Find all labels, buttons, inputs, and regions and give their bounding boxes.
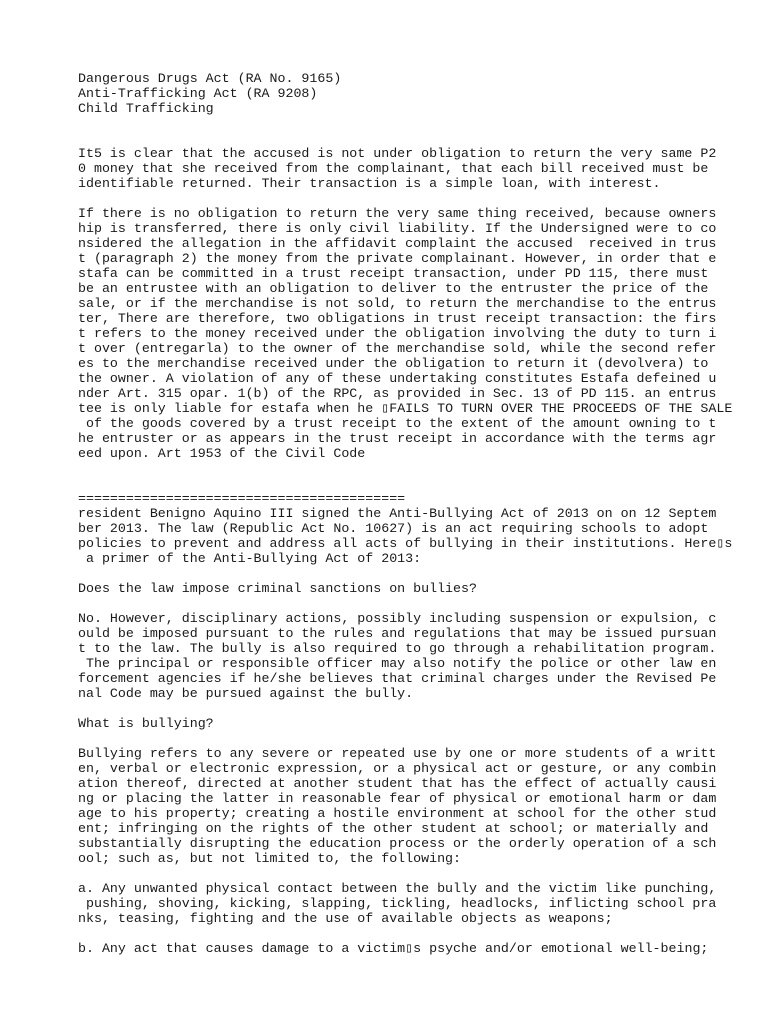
- text-line: b. Any act that causes damage to a victim▯s psyche and/or emotional well-being;: [78, 941, 709, 956]
- text-line: ng or placing the latter in reasonable fear of physical or emotional harm or dam: [78, 791, 717, 806]
- text-line: If there is no obligation to return the very same thing received, because owners: [78, 206, 717, 221]
- text-line: No. However, disciplinary actions, possibly including suspension or expulsion, c: [78, 611, 717, 626]
- text-line: [78, 596, 732, 611]
- text-line: [78, 476, 732, 491]
- text-line: t to the law. The bully is also required to go through a rehabilitation program.: [78, 641, 717, 656]
- text-line: of the goods covered by a trust receipt to the extent of the amount owning to t: [78, 416, 717, 431]
- text-line: [78, 866, 732, 881]
- text-line: be an entrustee with an obligation to deliver to the entruster the price of the: [78, 281, 709, 296]
- text-line: nsidered the allegation in the affidavit complaint the accused received in trus: [78, 236, 717, 251]
- text-line: [78, 731, 732, 746]
- text-line: a. Any unwanted physical contact between the bully and the victim like punching,: [78, 881, 717, 896]
- text-line: ent; infringing on the rights of the other student at school; or materially and: [78, 821, 709, 836]
- text-line: a primer of the Anti-Bullying Act of 2013:: [78, 551, 422, 566]
- text-line: identifiable returned. Their transaction is a simple loan, with interest.: [78, 176, 661, 191]
- text-line: he entruster or as appears in the trust receipt in accordance with the terms agr: [78, 431, 717, 446]
- text-line: sale, or if the merchandise is not sold, to return the merchandise to the entrus: [78, 296, 717, 311]
- text-line: ool; such as, but not limited to, the following:: [78, 851, 462, 866]
- text-line: [78, 116, 732, 131]
- text-line: forcement agencies if he/she believes that criminal charges under the Revised Pe: [78, 671, 717, 686]
- text-line: nks, teasing, fighting and the use of available objects as weapons;: [78, 911, 613, 926]
- text-line: [78, 191, 732, 206]
- text-line: policies to prevent and address all acts of bullying in their institutions. Here▯s: [78, 536, 733, 551]
- text-line: Does the law impose criminal sanctions on bullies?: [78, 581, 477, 596]
- text-line: eed upon. Art 1953 of the Civil Code: [78, 446, 366, 461]
- text-line: [78, 131, 732, 146]
- text-line: pushing, shoving, kicking, slapping, tickling, headlocks, inflicting school pra: [78, 896, 717, 911]
- text-line: nder Art. 315 opar. 1(b) of the RPC, as provided in Sec. 13 of PD 115. an entrus: [78, 386, 717, 401]
- text-line: [78, 701, 732, 716]
- text-line: The principal or responsible officer may also notify the police or other law en: [78, 656, 717, 671]
- text-line: [78, 461, 732, 476]
- text-line: ber 2013. The law (Republic Act No. 10627) is an act requiring schools to adopt: [78, 521, 709, 536]
- text-line: the owner. A violation of any of these undertaking constitutes Estafa defeined u: [78, 371, 717, 386]
- text-line: tee is only liable for estafa when he ▯FAILS TO TURN OVER THE PROCEEDS OF THE SALE: [78, 401, 733, 416]
- document-body: [78, 71, 732, 956]
- text-line: ould be imposed pursuant to the rules and regulations that may be issued pursuan: [78, 626, 717, 641]
- text-line: hip is transferred, there is only civil liability. If the Undersigned were to co: [78, 221, 717, 236]
- text-line: [78, 566, 732, 581]
- text-line: =========================================: [78, 491, 406, 506]
- text-line: nal Code may be pursued against the bully.: [78, 686, 414, 701]
- text-line: Bullying refers to any severe or repeated use by one or more students of a writt: [78, 746, 717, 761]
- text-line: [78, 926, 732, 941]
- text-line: Dangerous Drugs Act (RA No. 9165): [78, 71, 342, 86]
- text-line: en, verbal or electronic expression, or a physical act or gesture, or any combin: [78, 761, 717, 776]
- text-line: stafa can be committed in a trust receipt transaction, under PD 115, there must: [78, 266, 709, 281]
- text-line: ation thereof, directed at another student that has the effect of actually causi: [78, 776, 717, 791]
- text-line: t over (entregarla) to the owner of the merchandise sold, while the second refer: [78, 341, 717, 356]
- text-line: 0 money that she received from the complainant, that each bill received must be: [78, 161, 709, 176]
- text-line: resident Benigno Aquino III signed the Anti-Bullying Act of 2013 on on 12 Septem: [78, 506, 717, 521]
- text-line: ter, There are therefore, two obligations in trust receipt transaction: the firs: [78, 311, 717, 326]
- text-line: age to his property; creating a hostile environment at school for the other stud: [78, 806, 717, 821]
- text-line: What is bullying?: [78, 716, 214, 731]
- text-line: substantially disrupting the education process or the orderly operation of a sch: [78, 836, 717, 851]
- text-line: It5 is clear that the accused is not under obligation to return the very same P2: [78, 146, 717, 161]
- text-line: Anti-Trafficking Act (RA 9208): [78, 86, 318, 101]
- text-line: es to the merchandise received under the obligation to return it (devolvera) to: [78, 356, 709, 371]
- text-line: t refers to the money received under the obligation involving the duty to turn i: [78, 326, 717, 341]
- text-line: t (paragraph 2) the money from the private complainant. However, in order that e: [78, 251, 717, 266]
- text-line: Child Trafficking: [78, 101, 214, 116]
